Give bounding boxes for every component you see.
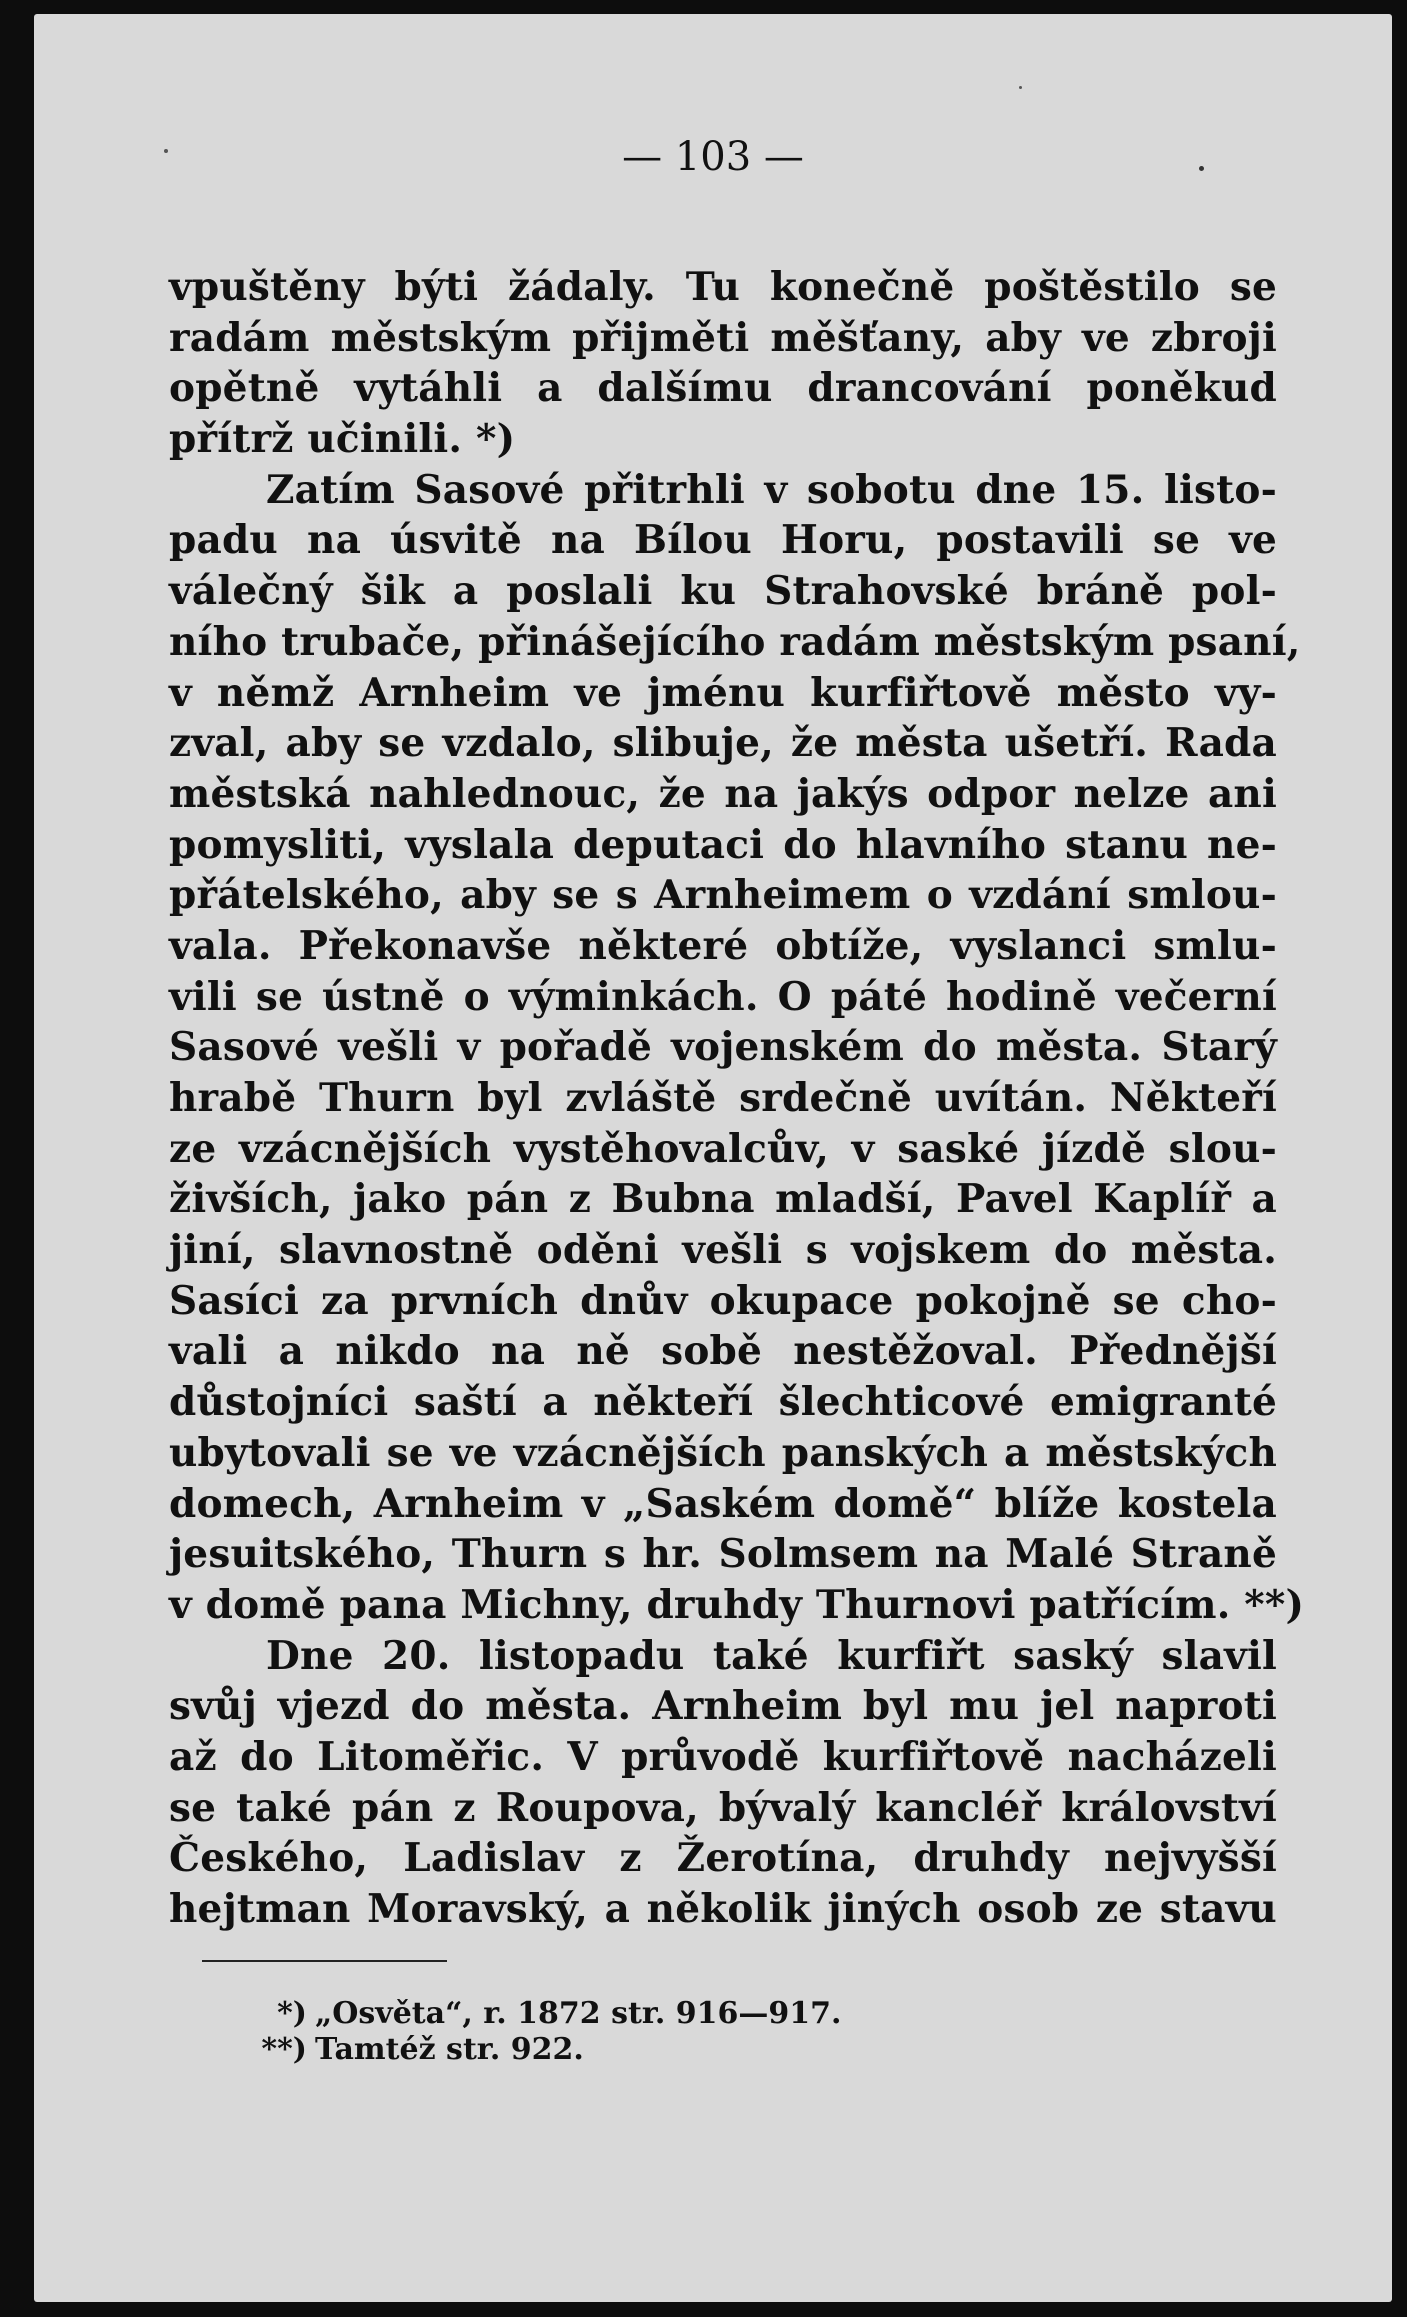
footnote (229, 2032, 842, 2068)
footnote-text: Tamtéž str. 922. (315, 2032, 584, 2067)
text-line: padu na úsvitě na Bílou Horu, postavili se ve (169, 517, 1277, 564)
footnote-mark: **) (261, 2032, 307, 2067)
body-text (169, 262, 1305, 1935)
text-line: zval, aby se vzdalo, slibuje, že města ušetří. Rada (169, 720, 1277, 767)
footnotes (229, 1996, 842, 2068)
text-line: Sasové vešli v pořadě vojenském do města. Starý (169, 1024, 1277, 1071)
page-number: — 103 — (622, 134, 804, 180)
text-line: v domě pana Michny, druhdy Thurnovi patřícím. **) (169, 1581, 1305, 1628)
text-line: vala. Překonavše některé obtíže, vyslanci smlu- (169, 922, 1277, 969)
text-line: ze vzácnějších vystěhovalcův, v saské jízdě slou- (169, 1125, 1277, 1172)
text-line: válečný šik a poslali ku Strahovské bráně pol- (169, 568, 1277, 615)
paragraph-start-line: Dne 20. listopadu také kurfiřt saský slavil (266, 1632, 1277, 1679)
text-line: hrabě Thurn byl zvláště srdečně uvítán. Někteří (169, 1075, 1277, 1121)
text-line: vili se ústně o výminkách. O páté hodině večerní (169, 973, 1277, 1020)
text-line: důstojníci saští a někteří šlechticové emigranté (169, 1379, 1277, 1426)
text-line: městská nahlednouc, že na jakýs odpor nelze ani (169, 770, 1277, 817)
footnote (229, 1996, 842, 2032)
text-line: se také pán z Roupova, bývalý kancléř království (169, 1784, 1277, 1831)
text-line: vali a nikdo na ně sobě nestěžoval. Přednější (169, 1328, 1277, 1375)
text-line: opětně vytáhli a dalšímu drancování poněkud (169, 365, 1277, 412)
text-line: jiní, slavnostně oděni vešli s vojskem do města. (169, 1227, 1277, 1274)
footnote-text: „Osvěta“, r. 1872 str. 916—917. (315, 1996, 842, 2031)
footnote-divider (202, 1960, 447, 1962)
paper-speck (1199, 166, 1204, 171)
text-line: radám městským přijměti měšťany, aby ve zbroji (169, 314, 1277, 361)
text-line: ubytovali se ve vzácnějších panských a městských (169, 1429, 1277, 1476)
paragraph-start-line: Zatím Sasové přitrhli v sobotu dne 15. listo- (266, 466, 1277, 513)
paper-speck (164, 149, 168, 153)
text-line: pomysliti, vyslala deputaci do hlavního stanu ne- (169, 821, 1277, 868)
text-line: Českého, Ladislav z Žerotína, druhdy nejvyšší (169, 1835, 1277, 1882)
text-line: přítrž učinili. *) (169, 416, 516, 463)
text-line: svůj vjezd do města. Arnheim byl mu jel naproti (169, 1683, 1277, 1730)
text-line: domech, Arnheim v „Saském domě“ blíže kostela (169, 1480, 1277, 1527)
paper-speck (1019, 86, 1022, 89)
book-page (34, 14, 1392, 2302)
text-line: hejtman Moravský, a několik jiných osob ze stavu (169, 1886, 1277, 1932)
text-line: v němž Arnheim ve jménu kurfiřtově město vy- (169, 669, 1277, 716)
footnote-mark: *) (277, 1996, 307, 2031)
text-line: ního trubače, přinášejícího radám městským psaní, (169, 618, 1301, 665)
text-line: živších, jako pán z Bubna mladší, Pavel Kaplíř a (169, 1176, 1277, 1223)
text-line: Sasíci za prvních dnův okupace pokojně se cho- (169, 1277, 1277, 1324)
text-line: vpuštěny býti žádaly. Tu konečně poštěstilo se (169, 264, 1277, 310)
text-line: až do Litoměřic. V průvodě kurfiřtově nacházeli (169, 1733, 1277, 1780)
text-line: jesuitského, Thurn s hr. Solmsem na Malé Straně (169, 1531, 1277, 1578)
text-line: přátelského, aby se s Arnheimem o vzdání smlou- (169, 872, 1277, 919)
